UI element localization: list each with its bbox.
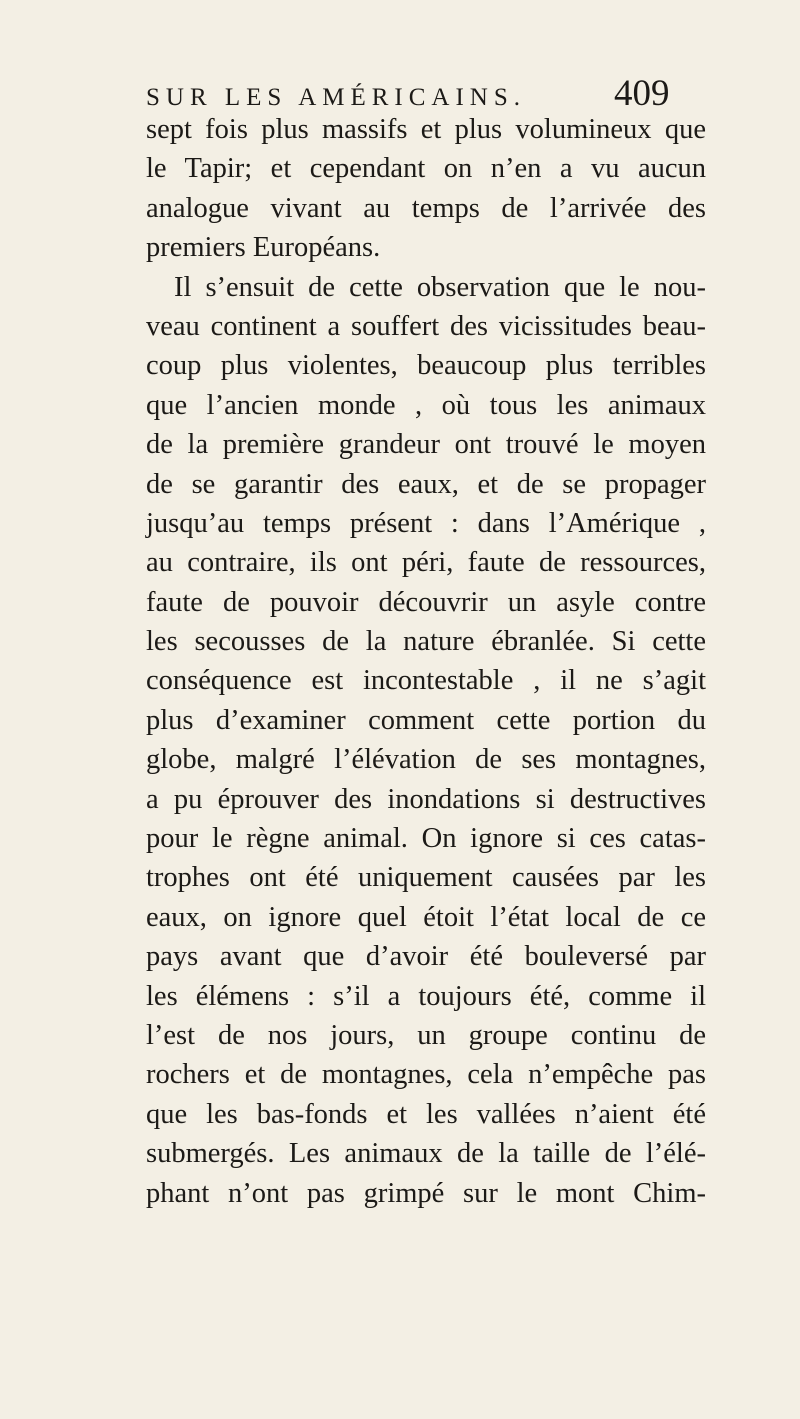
text-line: veau continent a souffert des vicissitudes beau- [146, 310, 706, 342]
text-line: analogue vivant au temps de l’arrivée des [146, 192, 706, 224]
text-line: globe, malgré l’élévation de ses montagnes, [146, 744, 706, 776]
text-line: rochers et de montagnes, cela n’empêche pas [146, 1059, 706, 1091]
text-line: de se garantir des eaux, et de se propager [146, 468, 706, 500]
text-line: les secousses de la nature ébranlée. Si cette [146, 626, 706, 658]
text-line: Il s’ensuit de cette observation que le nou- [174, 271, 706, 303]
text-line: que l’ancien monde , où tous les animaux [146, 389, 706, 421]
text-line: le Tapir; et cependant on n’en a vu aucun [146, 153, 706, 185]
text-line: que les bas-fonds et les vallées n’aient été [146, 1098, 706, 1130]
page-number: 409 [614, 73, 670, 114]
text-line: au contraire, ils ont péri, faute de ressources, [146, 547, 706, 579]
text-line: eaux, on ignore quel étoit l’état local de ce [146, 901, 706, 933]
text-line: l’est de nos jours, un groupe continu de [146, 1019, 706, 1051]
text-line: pays avant que d’avoir été bouleversé par [146, 941, 706, 973]
text-line: de la première grandeur ont trouvé le moyen [146, 429, 706, 461]
body-text [146, 110, 706, 1213]
text-line: conséquence est incontestable , il ne s’agit [146, 665, 706, 697]
text-line: trophes ont été uniquement causées par les [146, 862, 706, 894]
text-line: phant n’ont pas grimpé sur le mont Chim- [146, 1177, 706, 1209]
text-line: premiers Européans. [146, 232, 381, 264]
text-line: submergés. Les animaux de la taille de l’élé- [146, 1138, 706, 1170]
text-line: sept fois plus massifs et plus volumineux que [146, 114, 706, 145]
text-line: les élémens : s’il a toujours été, comme il [146, 980, 706, 1012]
text-line: coup plus violentes, beaucoup plus terribles [146, 350, 706, 382]
running-head: SUR LES AMÉRICAINS. [146, 84, 527, 111]
text-line: plus d’examiner comment cette portion du [146, 704, 706, 736]
text-line: faute de pouvoir découvrir un asyle contre [146, 586, 706, 618]
text-line: a pu éprouver des inondations si destructives [146, 783, 706, 815]
text-line: pour le règne animal. On ignore si ces catas- [146, 823, 706, 855]
text-line: jusqu’au temps présent : dans l’Amérique , [146, 507, 706, 539]
